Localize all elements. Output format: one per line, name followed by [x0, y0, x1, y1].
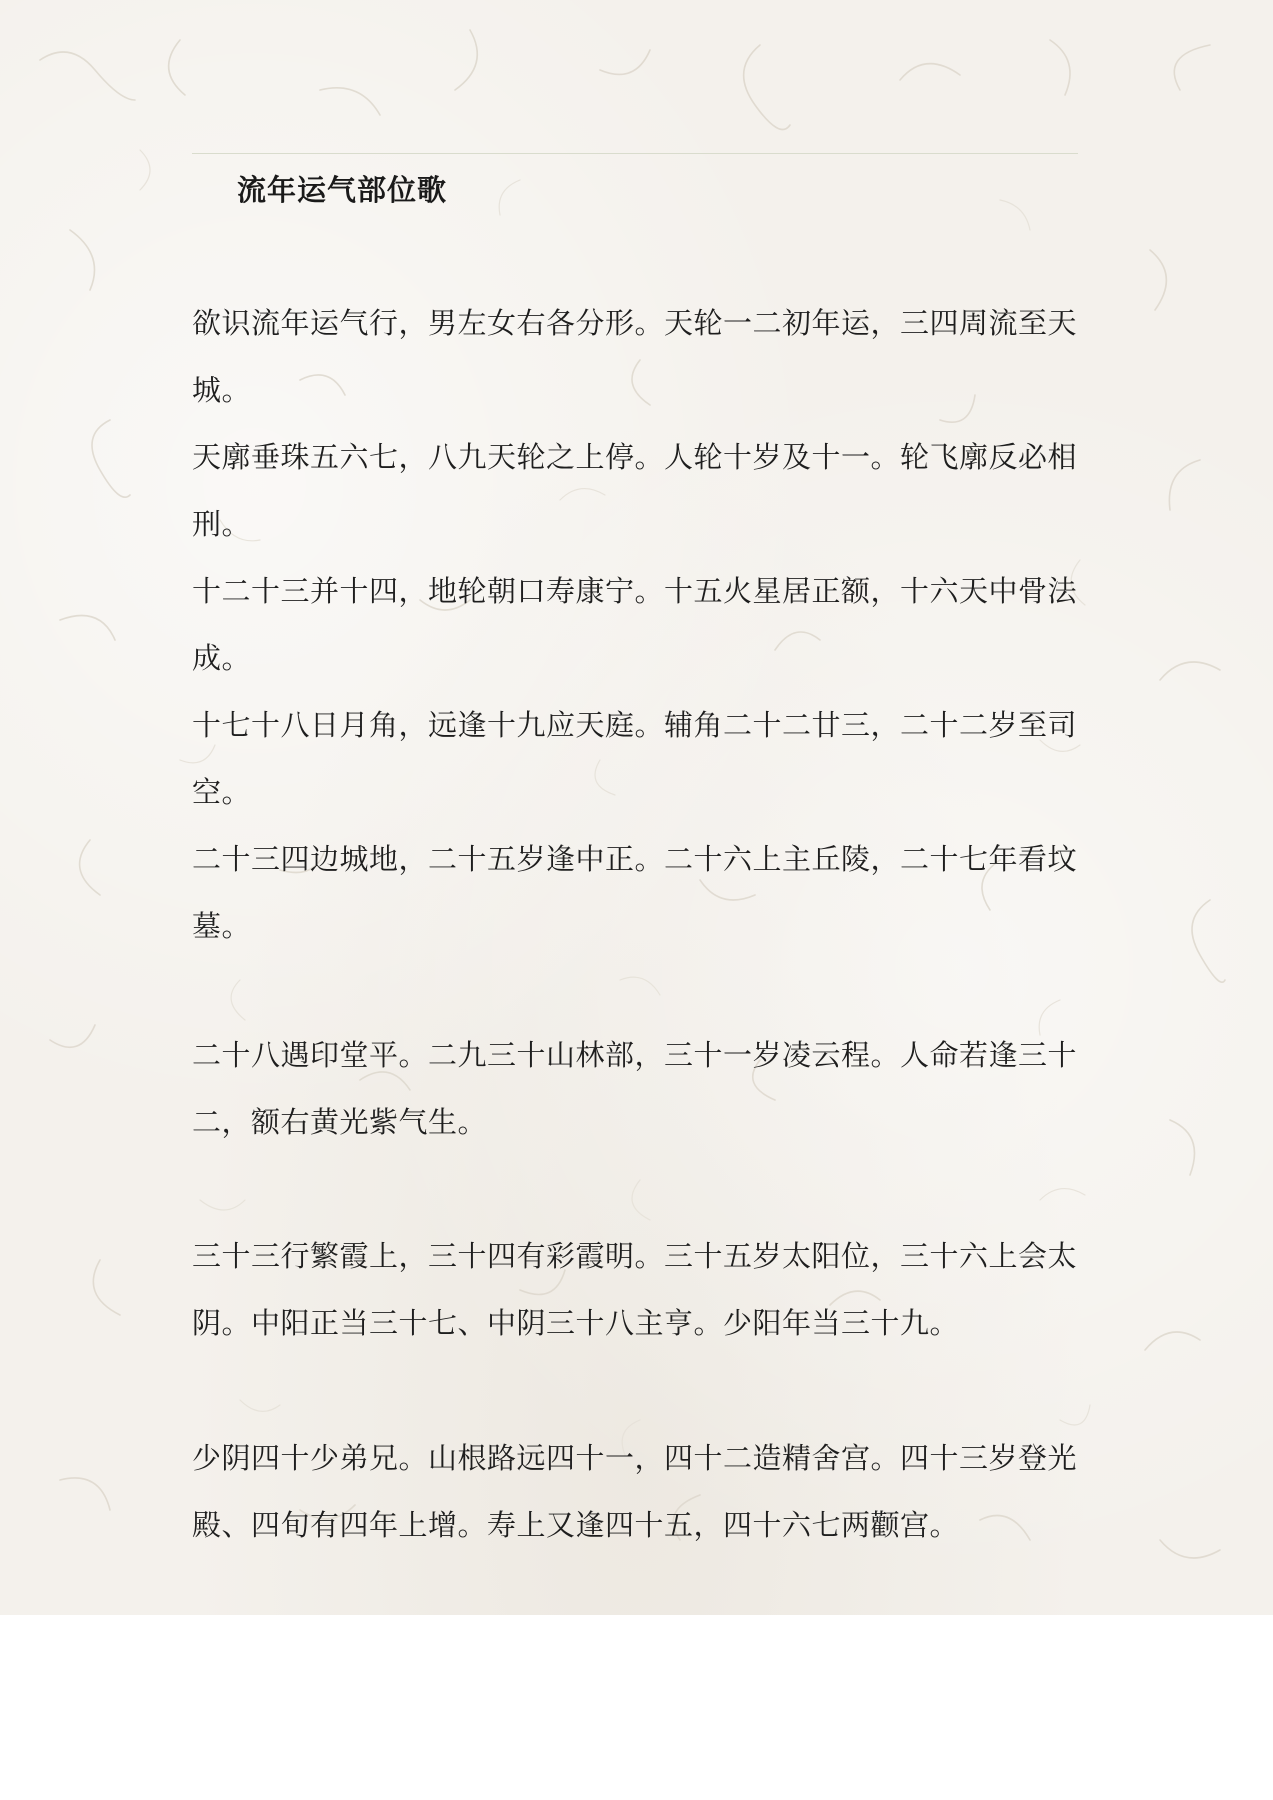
verse-block-3: [192, 1223, 1082, 1357]
document-title: 流年运气部位歌: [237, 173, 448, 207]
verse-line: 十七十八日月角，远逢十九应天庭。辅角二十二廿三，二十二岁至司空。: [192, 708, 1078, 809]
verse-block-1: [192, 290, 1082, 960]
verse-line: 十二十三并十四，地轮朝口寿康宁。十五火星居正额，十六天中骨法成。: [192, 574, 1078, 675]
header-divider: [192, 153, 1078, 154]
verse-line: 少阴四十少弟兄。山根路远四十一，四十二造精舍宫。四十三岁登光殿、四旬有四年上增。寿上又逢四十五，四十六七两颧宫。: [192, 1441, 1078, 1542]
verse-line: 天廓垂珠五六七，八九天轮之上停。人轮十岁及十一。轮飞廓反必相刑。: [192, 440, 1078, 541]
verse-line: 欲识流年运气行，男左女右各分形。天轮一二初年运，三四周流至天城。: [192, 306, 1078, 407]
verse-line: 二十八遇印堂平。二九三十山林部，三十一岁凌云程。人命若逢三十二，额右黄光紫气生。: [192, 1038, 1078, 1139]
verse-block-2: [192, 1022, 1082, 1156]
verse-line: 二十三四边城地，二十五岁逢中正。二十六上主丘陵，二十七年看坟墓。: [192, 842, 1078, 943]
verse-block-4: [192, 1425, 1082, 1559]
verse-line: 三十三行繁霞上，三十四有彩霞明。三十五岁太阳位，三十六上会太阴。中阳正当三十七、中阴三十八主亨。少阳年当三十九。: [192, 1239, 1078, 1340]
